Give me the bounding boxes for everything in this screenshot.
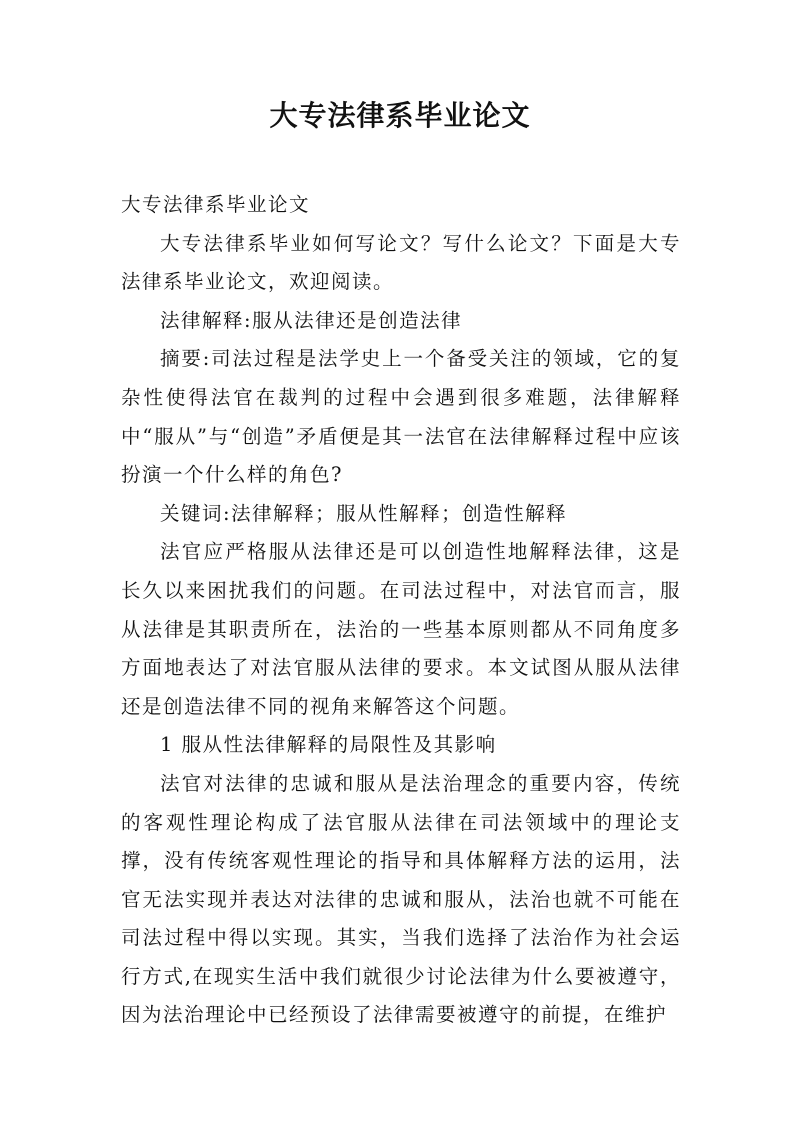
paragraph-keywords: 关键词:法律解释；服从性解释；创造性解释 <box>160 501 568 525</box>
document-title: 大专法律系毕业论文 <box>269 99 531 132</box>
paragraph-abstract: 摘要:司法过程是法学史上一个备受关注的领域，它的复杂性使得法官在裁判的过程中会遇到很多难题，法律解释中“服从”与“创造”矛盾便是其一法官在法律解释过程中应该扮演一个什么样的角色? <box>121 347 681 487</box>
section-heading-1: 1 服从性法律解释的局限性及其影响 <box>160 733 497 757</box>
paragraph-article-title: 法律解释:服从法律还是创造法律 <box>160 308 463 332</box>
paragraph-heading-repeat: 大专法律系毕业论文 <box>121 193 311 216</box>
paragraph-body-2: 法官对法律的忠诚和服从是法治理念的重要内容，传统的客观性理论构成了法官服从法律在司法领域中的理论支撑，没有传统客观性理论的指导和具体解释方法的运用，法官无法实现并表达对法律的忠诚和服从，法治也就不可能在司法过程中得以实现。其实，当我们选择了法治作为社会运行方式,在现实生活中我们就很少讨论法律为什么要被遵守，因为法治理论中已经预设了法律需要被遵守的前提，在维护 <box>121 771 681 1027</box>
paragraph-body-1: 法官应严格服从法律还是可以创造性地解释法律，这是长久以来困扰我们的问题。在司法过程中，对法官而言，服从法律是其职责所在，法治的一些基本原则都从不同角度多方面地表达了对法官服从法律的要求。本文试图从服从法律还是创造法律不同的视角来解答这个问题。 <box>121 540 681 718</box>
paragraph-intro: 大专法律系毕业如何写论文？写什么论文？下面是大专法律系毕业论文，欢迎阅读。 <box>121 231 681 294</box>
document-body <box>121 186 681 1035</box>
